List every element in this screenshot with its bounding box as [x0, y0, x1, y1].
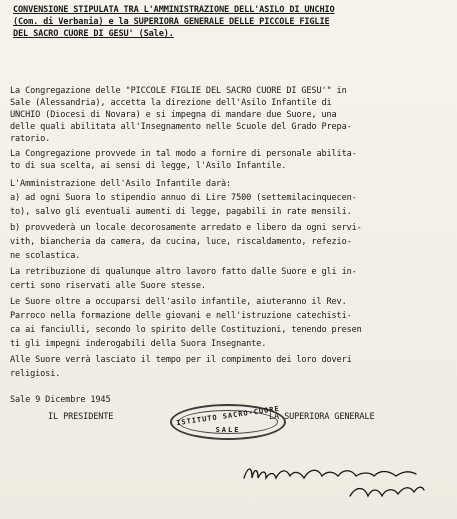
body-line: L'Amministrazione dell'Asilo Infantile darà:: [10, 179, 232, 189]
body-line: b) provvederà un locale decorosamente arredato e libero da ogni servi-: [10, 223, 362, 233]
stamp-top-text: ISTITUTO SACRO-CUORE: [175, 404, 281, 428]
stamp-bottom-text: SALE: [215, 426, 241, 434]
date-place: Sale 9 Dicembre 1945: [10, 395, 111, 405]
body-line: to di sua scelta, ai sensi di legge, l'Asilo Infantile.: [10, 161, 287, 171]
body-line: Sale (Alessandria), accetta la direzione dell'Asilo Infantile di: [10, 98, 332, 108]
body-line: ne scolastica.: [10, 251, 81, 261]
body-line: certi sono riservati alle Suore stesse.: [10, 281, 206, 291]
body-line: ti gli impegni inderogabili della Suora Insegnante.: [10, 339, 267, 349]
body-line: delle quali abilitata all'Insegnamento nelle Scuole del Grado Prepa-: [10, 122, 352, 132]
body-line: La Congregazione delle "PICCOLE FIGLIE DEL SACRO CUORE DI GESU'" in: [10, 86, 347, 96]
body-line: to), salvo gli eventuali aumenti di legge, pagabili in rate mensili.: [10, 207, 352, 217]
body-line: a) ad ogni Suora lo stipendio annuo di Lire 7500 (settemilacinquecen-: [10, 193, 357, 203]
right-signatory-title: LA SUPERIORA GENERALE: [269, 412, 375, 422]
body-line: religiosi.: [10, 369, 61, 379]
body-line: La retribuzione di qualunque altro lavoro fatto dalle Suore e gli in-: [10, 267, 357, 277]
body-line: ratorio.: [10, 134, 51, 144]
body-line: Parroco nella formazione delle giovani e nell'istruzione catechisti-: [10, 311, 352, 321]
body-line: Alle Suore verrà lasciato il tempo per il compimento dei loro doveri: [10, 355, 352, 365]
heading-line-1: CONVENSIONE STIPULATA TRA L'AMMINISTRAZIONE DELL'ASILO DI UNCHIO: [13, 5, 335, 15]
body-line: La Congregazione provvede in tal modo a fornire di personale abilita-: [10, 149, 357, 159]
heading-line-2: (Com. di Verbania) e la SUPERIORA GENERALE DELLE PICCOLE FIGLIE: [13, 17, 330, 27]
left-signatory-title: IL PRESIDENTE: [48, 412, 114, 422]
body-line: vith, biancheria da camera, da cucina, luce, riscaldamento, refezio-: [10, 237, 352, 247]
body-line: UNCHIO (Diocesi di Novara) e si impegna di mandare due Suore, una: [10, 110, 337, 120]
institute-stamp: [170, 404, 286, 440]
handwritten-signature: [238, 456, 428, 506]
body-line: ca ai fanciulli, secondo lo spirito delle Costituzioni, tenendo presen: [10, 325, 362, 335]
body-line: Le Suore oltre a occuparsi dell'asilo infantile, aiuteranno il Rev.: [10, 297, 347, 307]
heading-line-3: DEL SACRO CUORE DI GESU' (Sale).: [13, 29, 174, 39]
